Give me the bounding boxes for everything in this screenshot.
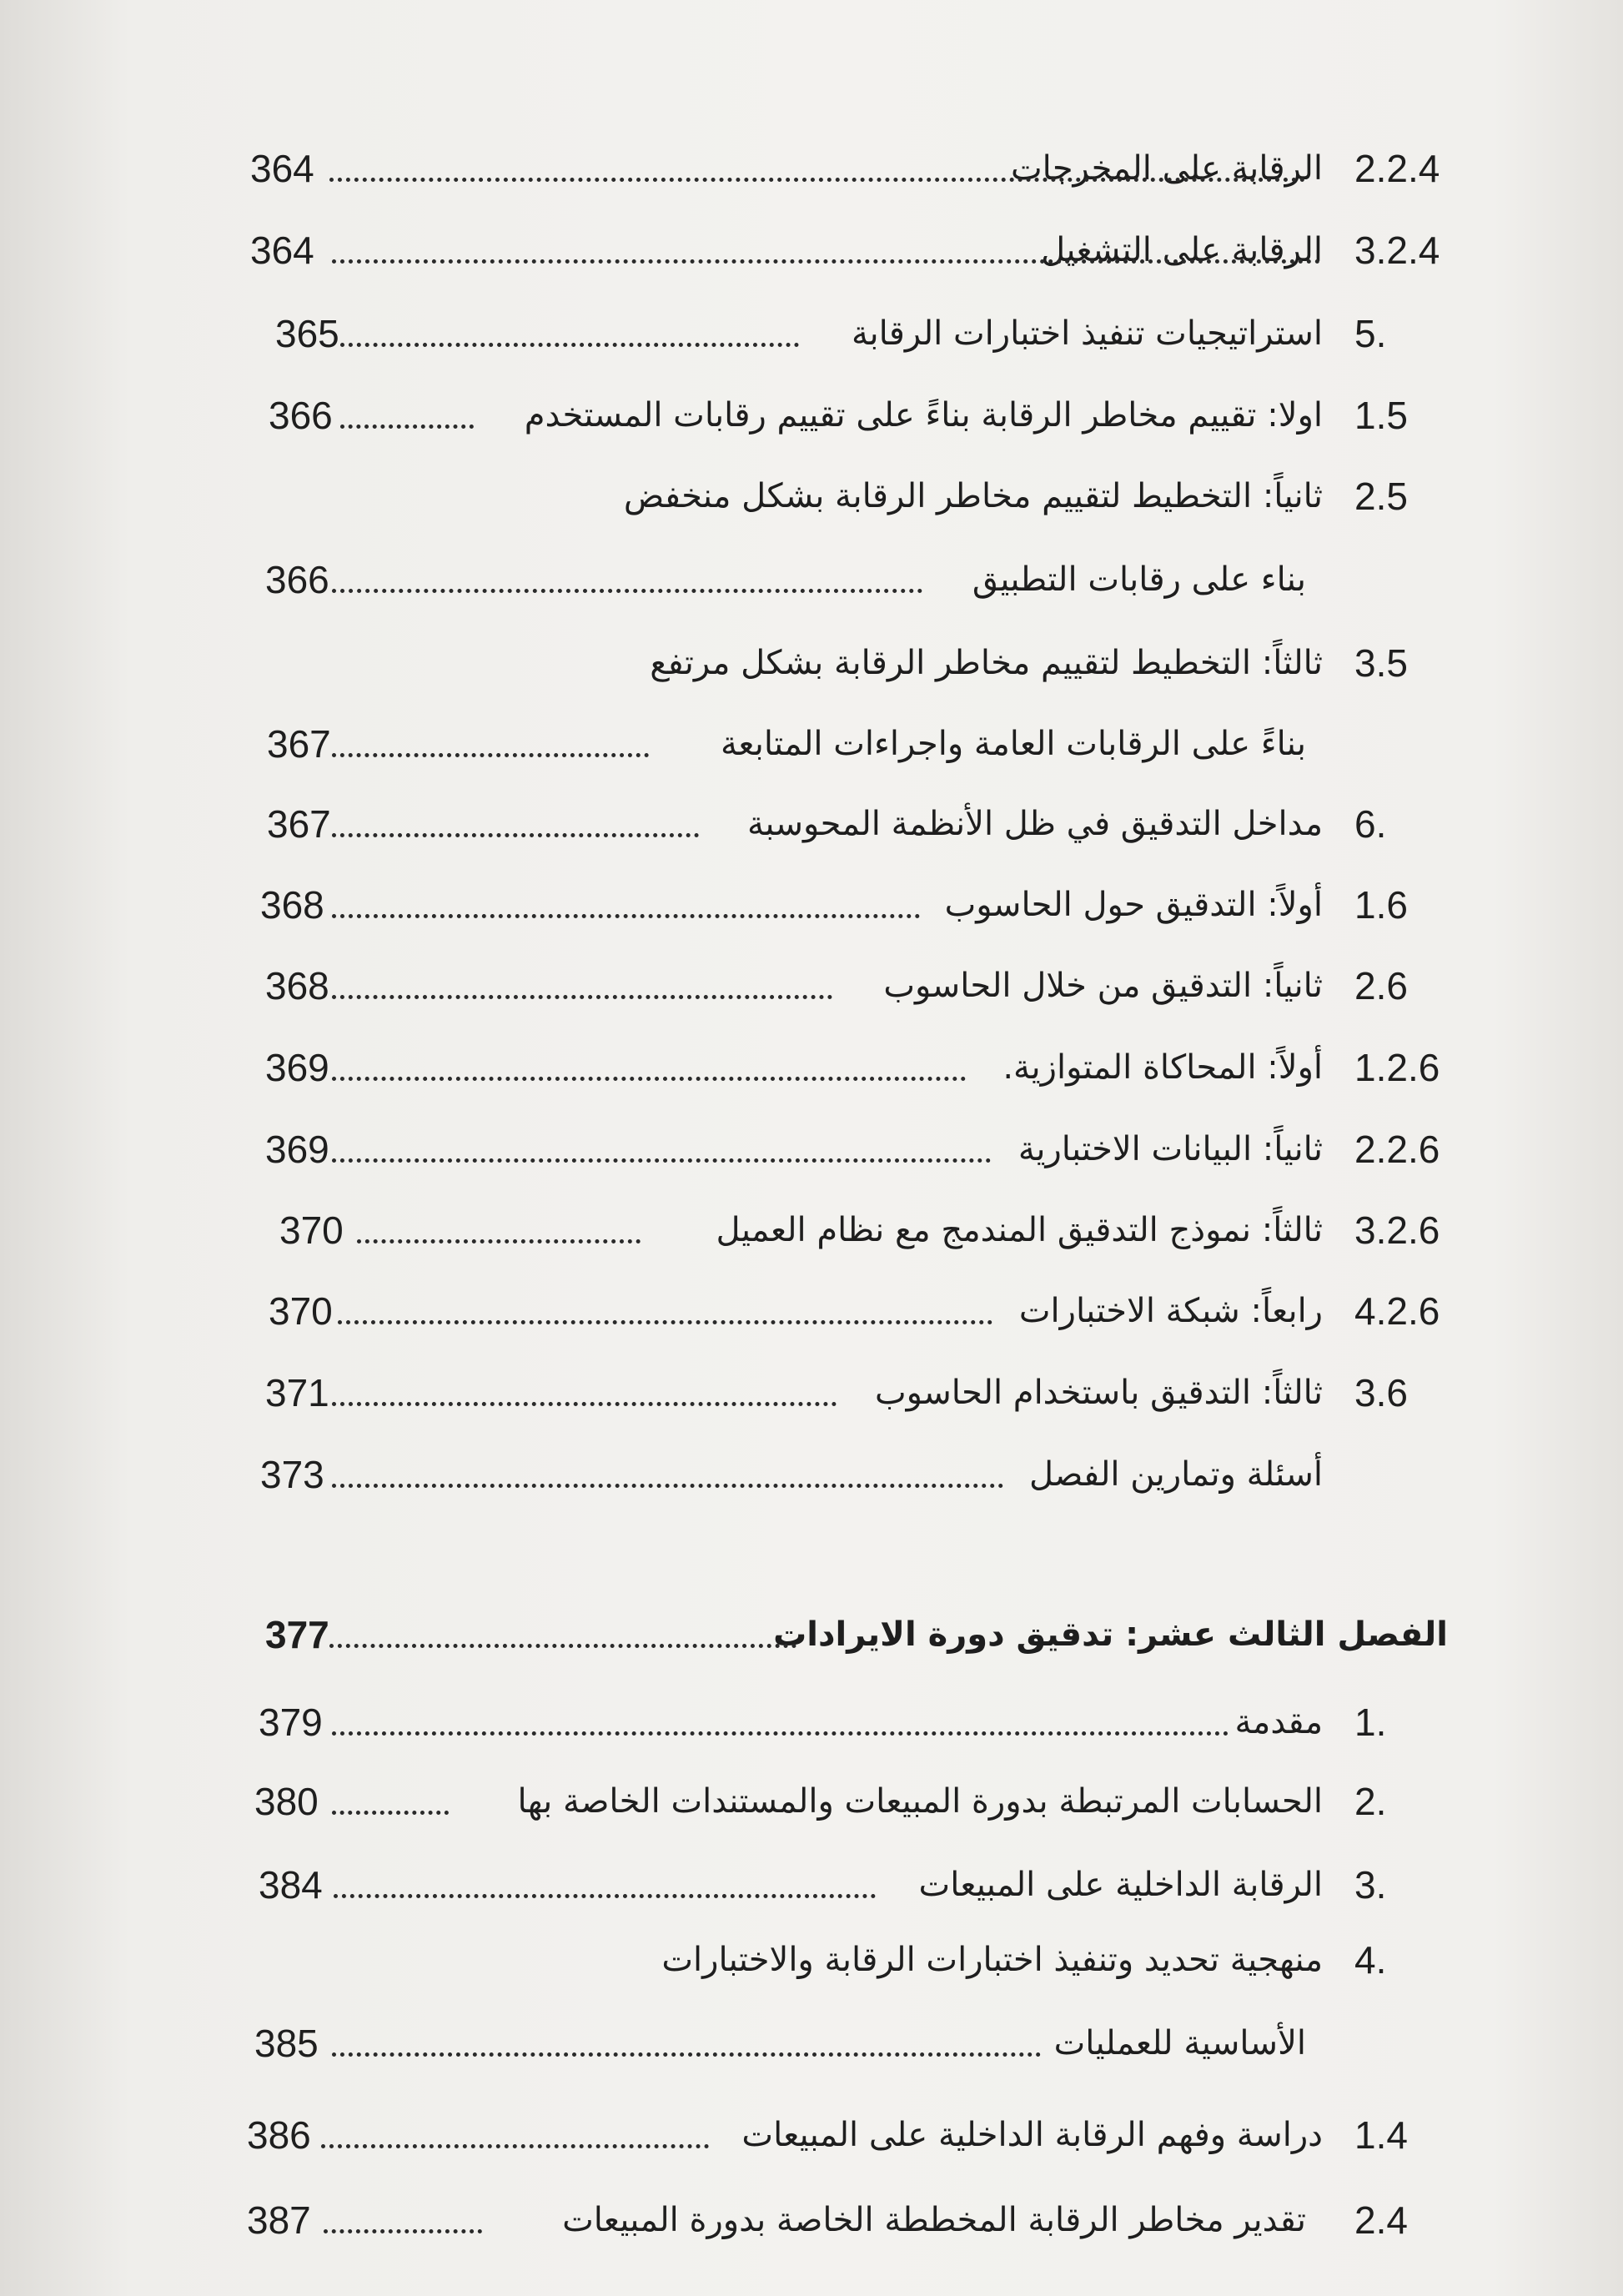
dot-leader xyxy=(332,1356,837,1406)
toc-entry xyxy=(0,1124,1623,1208)
entry-title: مداخل التدقيق في ظل الأنظمة المحوسبة xyxy=(746,805,1323,843)
entry-title: الحسابات المرتبطة بدورة المبيعات والمستندات الخاصة بها xyxy=(517,1782,1323,1821)
page-number: 386 xyxy=(247,2113,311,2157)
page-number: 370 xyxy=(279,1208,344,1252)
toc-entry xyxy=(0,1935,1623,2018)
entry-title: استراتيجيات تنفيذ اختبارات الرقابة xyxy=(852,314,1323,353)
page-number: 369 xyxy=(265,1046,329,1089)
entry-title: الرقابة على المخرجات xyxy=(1010,149,1323,188)
entry-title: تقدير مخاطر الرقابة المخططة الخاصة بدورة المبيعات xyxy=(562,2201,1306,2239)
entry-title: منهجية تحديد وتنفيذ اختبارات الرقابة والاختبارات xyxy=(661,1941,1323,1979)
section-number: 4.2.6 xyxy=(1354,1289,1440,1333)
page-number: 385 xyxy=(254,2022,319,2065)
toc-entry xyxy=(0,2110,1623,2193)
entry-title: الرقابة على التشغيل xyxy=(1041,231,1323,269)
entry-title: ثانياً: التدقيق من خلال الحاسوب xyxy=(883,967,1323,1005)
entry-title: أولاً: المحاكاة المتوازية. xyxy=(1002,1048,1323,1087)
entry-title: أولاً: التدقيق حول الحاسوب xyxy=(944,886,1323,924)
page-number: 369 xyxy=(265,1128,329,1171)
section-number: 1.4 xyxy=(1354,2113,1408,2157)
section-number: 1.2.6 xyxy=(1354,1046,1440,1089)
page-number: 368 xyxy=(260,883,324,927)
toc-entry xyxy=(0,1449,1623,1533)
dot-leader xyxy=(332,214,1320,264)
page-number: 371 xyxy=(265,1371,329,1414)
entry-title: ثالثاً: نموذج التدقيق المندمج مع نظام العميل xyxy=(716,1211,1323,1249)
section-number: 1. xyxy=(1354,1701,1387,1744)
entry-title: ثالثاً: التدقيق باستخدام الحاسوب xyxy=(874,1374,1323,1412)
dot-leader xyxy=(332,1438,1003,1488)
dot-leader xyxy=(329,132,1305,182)
chapter-heading xyxy=(0,1610,1623,1693)
dot-leader xyxy=(338,1274,992,1324)
entry-title: الأساسية للعمليات xyxy=(1053,2024,1306,2062)
entry-title: دراسة وفهم الرقابة الداخلية على المبيعات xyxy=(741,2116,1323,2154)
section-number: 2.2.4 xyxy=(1354,147,1440,190)
page-number: 370 xyxy=(269,1289,333,1333)
section-number: 1.6 xyxy=(1354,883,1408,927)
entry-title: مقدمة xyxy=(1234,1703,1323,1741)
toc-entry xyxy=(0,1860,1623,1943)
page-number: 387 xyxy=(247,2198,311,2242)
page-number: 367 xyxy=(267,802,331,846)
dot-leader xyxy=(332,1765,449,1815)
dot-leader xyxy=(329,1598,796,1648)
toc-entry xyxy=(0,1697,1623,1781)
entry-title: أسئلة وتمارين الفصل xyxy=(1029,1455,1323,1494)
page-number: 365 xyxy=(275,312,339,355)
page-number: 367 xyxy=(267,722,331,766)
dot-leader xyxy=(332,1031,966,1081)
entry-title: الرقابة الداخلية على المبيعات xyxy=(918,1866,1323,1904)
dot-leader xyxy=(332,2007,1041,2057)
toc-entry xyxy=(0,638,1623,721)
entry-title: بناءً على الرقابات العامة واجراءات المتابعة xyxy=(720,725,1306,763)
toc-entry xyxy=(0,309,1623,392)
section-number: 3.2.6 xyxy=(1354,1208,1440,1252)
section-number: 2. xyxy=(1354,1780,1387,1823)
section-number: 2.4 xyxy=(1354,2198,1408,2242)
toc-entry xyxy=(0,225,1623,309)
page-number: 384 xyxy=(259,1863,323,1907)
dot-leader xyxy=(332,1686,1229,1736)
page-number: 366 xyxy=(269,394,333,437)
dot-leader xyxy=(332,787,699,837)
section-number: 1.5 xyxy=(1354,394,1408,437)
page-number: 364 xyxy=(250,147,314,190)
dot-leader xyxy=(340,379,474,429)
page-number: 379 xyxy=(259,1701,323,1744)
section-number: 6. xyxy=(1354,802,1387,846)
toc-entry xyxy=(0,471,1623,555)
dot-leader xyxy=(324,2183,482,2233)
section-number: 2.5 xyxy=(1354,475,1408,518)
dot-leader xyxy=(332,707,649,757)
page-number: 364 xyxy=(250,229,314,272)
dot-leader xyxy=(321,2098,709,2148)
dot-leader xyxy=(332,1113,991,1163)
section-number: 4. xyxy=(1354,1938,1387,1982)
toc-entry xyxy=(0,555,1623,638)
section-number: 3.6 xyxy=(1354,1371,1408,1414)
page-number: 373 xyxy=(260,1453,324,1496)
section-number: 3.5 xyxy=(1354,641,1408,685)
toc-entry xyxy=(0,2018,1623,2102)
dot-leader xyxy=(340,297,799,347)
page-number: 377 xyxy=(265,1613,329,1656)
entry-title: ثانياً: البيانات الاختبارية xyxy=(1018,1130,1323,1168)
chapter-title: الفصل الثالث عشر: تدقيق دورة الايرادات xyxy=(773,1615,1448,1654)
section-number: 3.2.4 xyxy=(1354,229,1440,272)
dot-leader xyxy=(332,543,922,593)
entry-title: بناء على رقابات التطبيق xyxy=(972,560,1306,599)
entry-title: ثالثاً: التخطيط لتقييم مخاطر الرقابة بشكل مرتفع xyxy=(650,644,1323,682)
toc-entry xyxy=(0,1776,1623,1860)
entry-title: ثانياً: التخطيط لتقييم مخاطر الرقابة بشكل منخفض xyxy=(623,477,1323,515)
section-number: 2.2.6 xyxy=(1354,1128,1440,1171)
page-number: 368 xyxy=(265,964,329,1007)
section-number: 3. xyxy=(1354,1863,1387,1907)
dot-leader xyxy=(332,868,920,918)
toc-entry xyxy=(0,2195,1623,2278)
page-number: 380 xyxy=(254,1780,319,1823)
toc-entry xyxy=(0,390,1623,474)
entry-title: اولا: تقييم مخاطر الرقابة بناءً على تقييم رقابات المستخدم xyxy=(524,396,1323,435)
entry-title: رابعاً: شبكة الاختبارات xyxy=(1018,1292,1323,1330)
dot-leader xyxy=(357,1193,641,1243)
dot-leader xyxy=(334,1848,876,1898)
section-number: 2.6 xyxy=(1354,964,1408,1007)
page-number: 366 xyxy=(265,558,329,601)
dot-leader xyxy=(332,949,832,999)
toc-entry xyxy=(0,719,1623,802)
section-number: 5. xyxy=(1354,312,1387,355)
